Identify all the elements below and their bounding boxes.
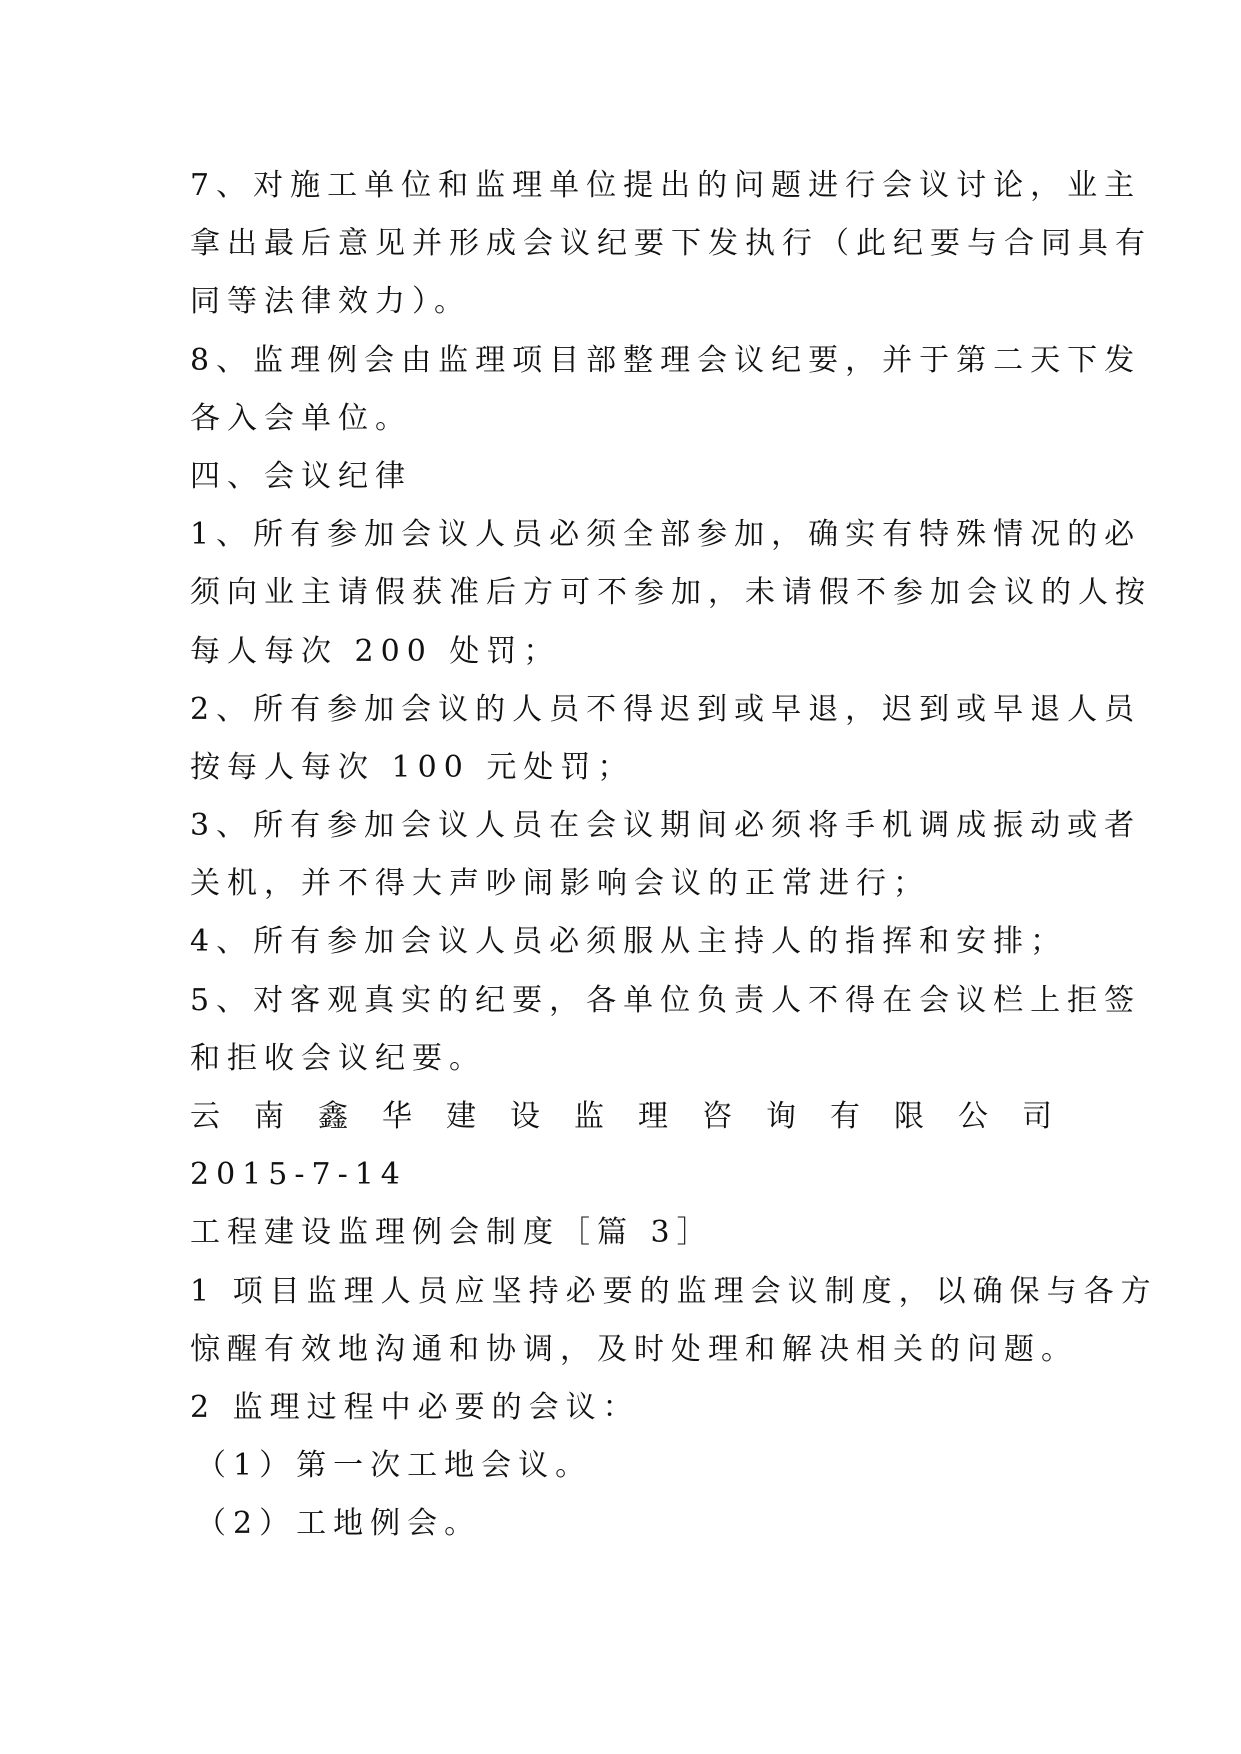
document-body [190,157,1158,1554]
company-name-char: 监 [574,1099,604,1134]
company-name-char: 限 [894,1099,924,1134]
company-name-char: 有 [830,1099,860,1134]
paragraph-line: 各入会单位。 [190,400,412,436]
paragraph-line: 按每人每次 100 元处罚； [190,749,635,785]
paragraph-line: 5、对客观真实的纪要，各单位负责人不得在会议栏上拒签 [190,982,1142,1018]
section-title: 工程建设监理例会制度［篇 3］ [190,1215,714,1251]
paragraph-line: 和拒收会议纪要。 [190,1040,486,1076]
paragraph-line: 8、监理例会由监理项目部整理会议纪要，并于第二天下发 [190,342,1142,378]
paragraph-line: 7、对施工单位和监理单位提出的问题进行会议讨论，业主 [190,168,1142,203]
paragraph-line: 惊醒有效地沟通和协调，及时处理和解决相关的问题。 [190,1331,1078,1367]
company-name-char: 南 [254,1099,284,1134]
company-name [190,1088,1052,1146]
paragraph-line: 3、所有参加会议人员在会议期间必须将手机调成振动或者 [190,808,1142,844]
paragraph-line: 同等法律效力）。 [190,284,471,320]
document-date: 2015-7-14 [190,1157,407,1193]
company-name-char: 云 [190,1099,220,1134]
company-name-char: 询 [766,1099,796,1134]
paragraph-line: 4、所有参加会议人员必须服从主持人的指挥和安排； [190,924,1068,960]
company-name-char: 华 [382,1099,412,1134]
company-name-char: 咨 [702,1099,732,1134]
paragraph-line: 关机，并不得大声吵闹影响会议的正常进行； [190,866,930,902]
company-name-char: 建 [446,1099,476,1134]
paragraph-line: 1、所有参加会议人员必须全部参加，确实有特殊情况的必 [190,517,1142,553]
paragraph-line: 须向业主请假获准后方可不参加，未请假不参加会议的人按 [190,575,1152,611]
list-item: （1）第一次工地会议。 [196,1448,593,1484]
section-heading: 四、会议纪律 [190,458,412,494]
list-item: （2）工地例会。 [196,1506,482,1542]
paragraph-line: 每人每次 200 处罚； [190,633,561,669]
company-name-char: 设 [510,1099,540,1134]
company-name-char: 理 [638,1099,668,1134]
paragraph-line: 2 监理过程中必要的会议： [190,1389,640,1425]
paragraph-line: 1 项目监理人员应坚持必要的监理会议制度，以确保与各方 [190,1273,1158,1309]
company-name-char: 司 [1022,1099,1052,1134]
company-name-char: 公 [958,1099,988,1134]
paragraph-line: 拿出最后意见并形成会议纪要下发执行（此纪要与合同具有 [190,226,1152,262]
company-name-char: 鑫 [318,1099,348,1134]
paragraph-line: 2、所有参加会议的人员不得迟到或早退，迟到或早退人员 [190,691,1142,727]
